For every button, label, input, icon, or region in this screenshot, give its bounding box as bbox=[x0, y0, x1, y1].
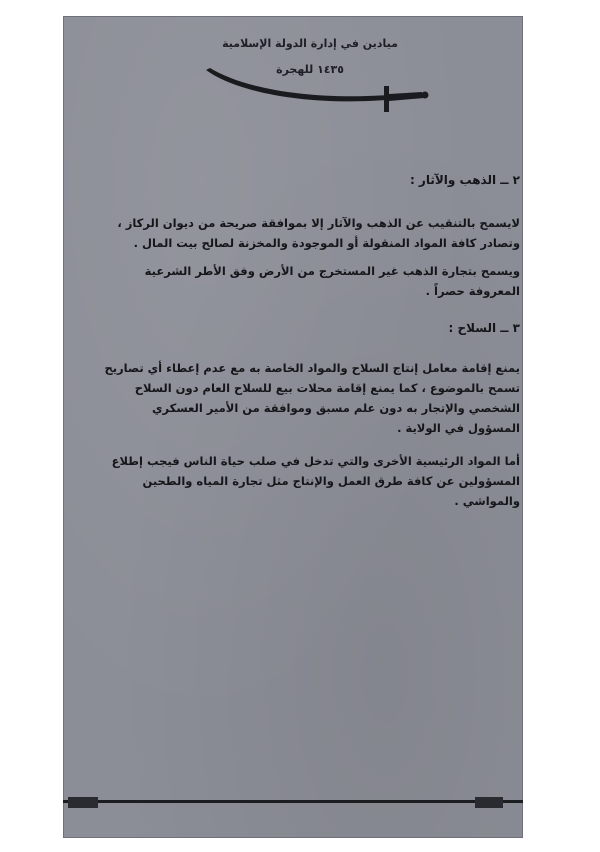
header-date: ١٤٣٥ للهجرة bbox=[276, 63, 344, 76]
gold-paragraph-2: ويسمح بتجارة الذهب غير المستخرج من الأرض وفق الأطر الشرعية المعروفة حصراً . bbox=[144, 264, 520, 298]
gold-paragraph-1: لايسمح بالتنقيب عن الذهب والآثار إلا بموافقة صريحة من ديوان الركاز ، وتصادر كافة المواد المنقولة أو الموجودة والمخزنة لصالح بيت المال . bbox=[117, 216, 520, 250]
header-title: ميادين في إدارة الدولة الإسلامية bbox=[222, 37, 398, 50]
footer-page-mark bbox=[68, 797, 98, 808]
section-heading-weapons: ٣ ــ السلاح : bbox=[448, 321, 520, 335]
section-heading-gold: ٢ ــ الذهب والآثار : bbox=[409, 173, 520, 187]
footer-rule bbox=[63, 800, 523, 803]
other-materials-paragraph: أما المواد الرئيسية الأخرى والتي تدخل في صلب حياة الناس فيجب إطلاع المسؤولين عن كافة طرق العمل والإنتاج مثل تجارة المياه والطحين والمواشي . bbox=[111, 454, 520, 508]
weapons-paragraph: يمنع إقامة معامل إنتاج السلاح والمواد الخاصة به مع عدم إعطاء أي تصاريح تسمح بالموضوع ، كما يمنع إقامة محلات بيع للسلاح العام دون السلاح الشخصي والإتجار به دون علم مسبق وموافقة من الأمير العسكري المسؤول في الولاية . bbox=[104, 361, 520, 435]
sword-icon bbox=[196, 64, 432, 124]
footer-end-mark bbox=[475, 797, 503, 808]
